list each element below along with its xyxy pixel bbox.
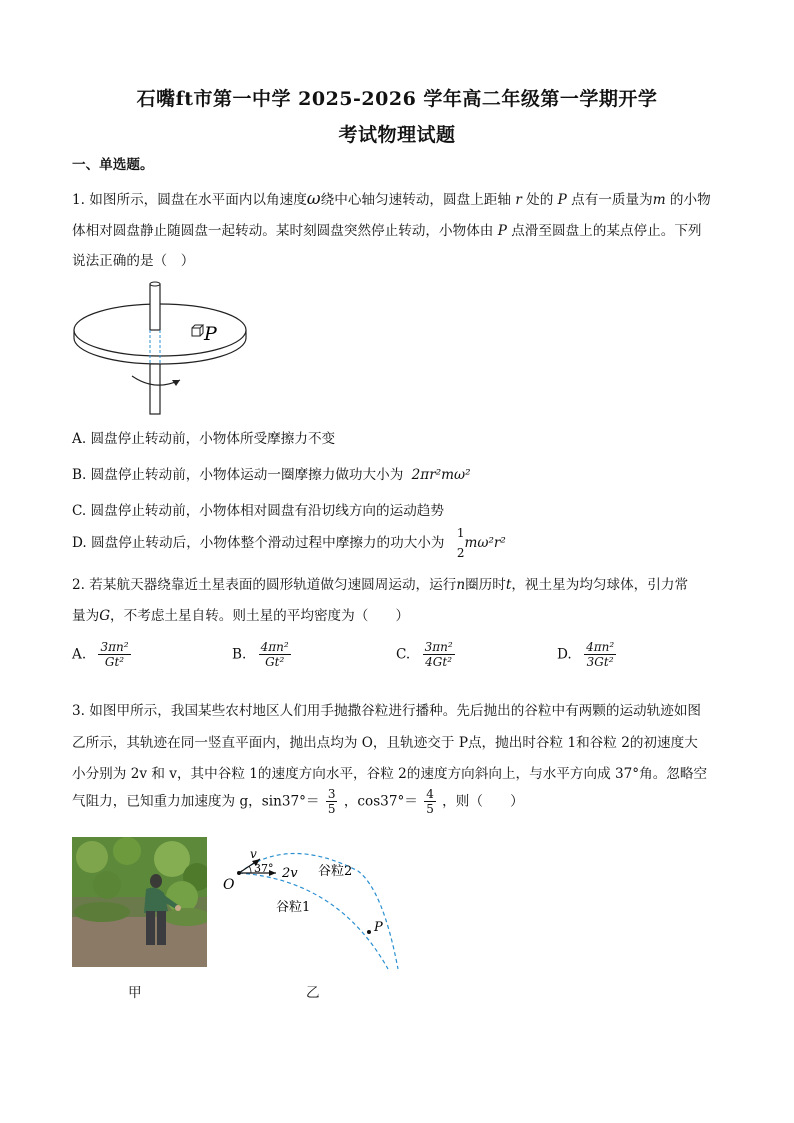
- label-o: O: [223, 877, 235, 893]
- q1-option-a[interactable]: A. 圆盘停止转动前，小物体所受摩擦力不变: [72, 431, 336, 447]
- q1-line3: 说法正确的是（ ）: [72, 253, 195, 269]
- caption-yi: 乙: [306, 985, 320, 1001]
- caption-jia: 甲: [128, 985, 142, 1001]
- label-2v: 2v: [282, 866, 298, 881]
- q2-line1: 2. 若某航天器绕靠近土星表面的圆形轨道做匀速圆周运动，运行n圈历时t，视土星为均匀球体，引力常: [72, 577, 689, 593]
- q2-option-a[interactable]: A. $\frac{\text{3πn²}}{\text{Gt²}}$: [72, 640, 129, 669]
- q3-line3: 小分别为 2v 和 v，其中谷粒 1的速度方向水平，谷粒 2的速度方向斜向上，与水平方向成 37°角。忽略空: [72, 766, 708, 782]
- photo-farmer-sowing: [72, 837, 207, 967]
- q1-option-d[interactable]: D. 圆盘停止转动后，小物体整个滑动过程中摩擦力的功大小为 1 2 mω²r²: [72, 526, 506, 560]
- q2-line2: 量为G，不考虑土星自转。则土星的平均密度为（ ）: [72, 608, 410, 624]
- label-p: P: [374, 920, 383, 935]
- q1-line1: 1. 如图所示，圆盘在水平面内以角速度ω绕中心轴匀速转动，圆盘上距轴 r 处的 P 点有一质量为m 的小物: [72, 189, 711, 209]
- grain1-trajectory: [239, 873, 388, 969]
- intersection-point: [367, 930, 371, 934]
- q2-option-b[interactable]: B. $\frac{\text{4πn²}}{\text{Gt²}}$: [232, 640, 289, 669]
- q3-line2: 乙所示，其轨迹在同一竖直平面内，抛出点均为 O，且轨迹交于 P点，抛出时谷粒 1和谷粒 2的初速度大: [72, 735, 698, 751]
- label-grain1: 谷粒1: [276, 900, 311, 915]
- q2-option-c[interactable]: C. $\frac{\text{3πn²}}{\text{4Gt²}}$: [396, 640, 453, 669]
- q3-line1: 3. 如图甲所示，我国某些农村地区人们用手抛撒谷粒进行播种。先后抛出的谷粒中有两颗的运动轨迹如图: [72, 703, 702, 719]
- q1-line2: 体相对圆盘静止随圆盘一起转动。某时刻圆盘突然停止转动，小物体由 P 点滑至圆盘上的某点停止。下列: [72, 223, 702, 239]
- trajectory-diagram: [218, 845, 408, 975]
- q3-line4: 气阻力，已知重力加速度为 g，sin37°＝ $\frac{3}{5}$ ，cos37°＝ $\frac{4}{5}$ ，则（ ）: [72, 787, 524, 816]
- q1-option-c[interactable]: C. 圆盘停止转动前，小物体相对圆盘有沿切线方向的运动趋势: [72, 503, 444, 519]
- exam-title-line1: 石嘴ft市第一中学 2025-2026 学年高二年级第一学期开学: [136, 88, 658, 110]
- label-grain2: 谷粒2: [318, 864, 353, 879]
- q1-option-b[interactable]: B. 圆盘停止转动前，小物体运动一圈摩擦力做功大小为 2πr²mω²: [72, 467, 471, 483]
- disk-point-label: P: [204, 323, 217, 345]
- label-angle: 37°: [254, 862, 274, 875]
- q1-disk-figure: [70, 280, 250, 420]
- section-heading: 一、单选题。: [72, 157, 154, 173]
- label-v: v: [250, 847, 257, 861]
- q2-option-d[interactable]: D. $\frac{\text{4πn²}}{\text{3Gt²}}$: [557, 640, 615, 669]
- exam-title-line2: 考试物理试题: [338, 124, 456, 146]
